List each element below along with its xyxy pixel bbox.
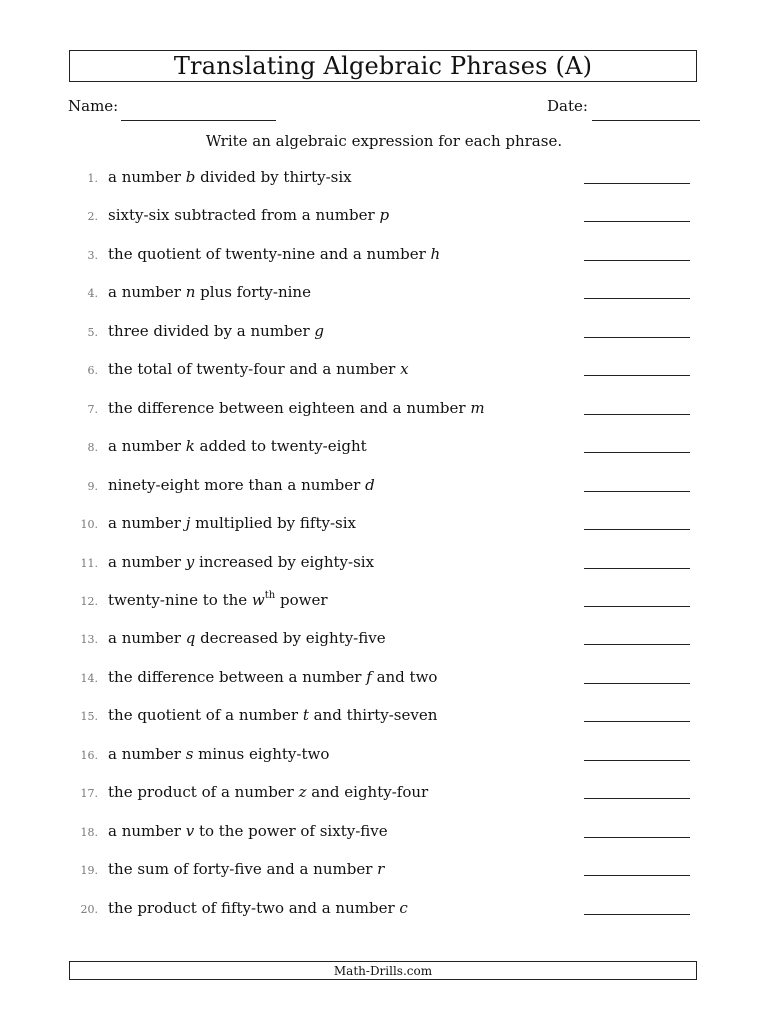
phrase-text: twenty-nine to the	[108, 590, 252, 609]
phrase-text: a number	[108, 821, 186, 840]
phrase-text: a number	[108, 168, 186, 186]
problem-number: 17.	[80, 787, 98, 801]
problem-item	[0, 783, 768, 807]
phrase-text: plus forty-nine	[195, 283, 311, 302]
phrase-text: a number	[108, 514, 186, 533]
problem-phrase	[108, 206, 389, 224]
problem-number: 1.	[87, 172, 98, 185]
answer-field[interactable]	[584, 644, 690, 645]
phrase-text: to the power of sixty-five	[194, 821, 388, 840]
problem-item	[0, 899, 768, 923]
problem-item	[0, 360, 768, 384]
problem-item	[0, 553, 768, 577]
problem-phrase	[108, 783, 428, 801]
phrase-text: a number	[108, 552, 186, 571]
problem-item	[0, 206, 768, 230]
superscript: th	[264, 589, 276, 601]
variable: z	[298, 783, 307, 802]
phrase-text: ninety-eight more than a number	[108, 475, 366, 494]
problem-item	[0, 629, 768, 653]
problem-phrase	[108, 168, 352, 186]
phrase-text: a number	[108, 744, 186, 763]
problem-phrase	[108, 553, 374, 571]
problem-number: 16.	[80, 748, 98, 762]
answer-field[interactable]	[584, 568, 690, 569]
date-label: Date:	[547, 97, 588, 115]
answer-field[interactable]	[584, 721, 690, 722]
problem-number: 10.	[80, 518, 98, 532]
variable: n	[185, 283, 196, 302]
phrase-text: the difference between eighteen and a number	[108, 398, 471, 417]
answer-field[interactable]	[584, 875, 690, 876]
problem-item	[0, 399, 768, 423]
answer-field[interactable]	[584, 221, 690, 222]
answer-field[interactable]	[584, 837, 690, 838]
answer-field[interactable]	[584, 914, 690, 915]
problem-number: 5.	[87, 325, 98, 339]
problem-item	[0, 476, 768, 500]
problem-item	[0, 591, 768, 615]
problem-item	[0, 514, 768, 538]
problem-phrase	[108, 629, 386, 647]
answer-field[interactable]	[584, 606, 690, 607]
phrase-text: decreased by eighty-five	[195, 629, 386, 648]
problem-phrase	[108, 745, 329, 763]
phrase-text: a number	[108, 283, 186, 302]
problem-number: 20.	[80, 902, 98, 916]
problem-item	[0, 283, 768, 307]
problem-item	[0, 706, 768, 730]
problem-item	[0, 168, 768, 192]
problem-number: 15.	[80, 710, 98, 724]
phrase-text: multiplied by fifty-six	[190, 514, 356, 533]
variable: h	[430, 244, 441, 263]
variable: q	[185, 629, 196, 648]
problem-phrase	[108, 360, 409, 378]
problem-item	[0, 322, 768, 346]
problem-number: 19.	[80, 864, 98, 878]
problem-item	[0, 822, 768, 846]
phrase-text: the sum of forty-five and a number	[108, 860, 378, 879]
variable: x	[400, 360, 409, 379]
phrase-text: and eighty-four	[306, 783, 429, 802]
footer-credit: Math-Drills.com	[69, 961, 697, 980]
problem-phrase	[108, 245, 440, 263]
answer-field[interactable]	[584, 529, 690, 530]
problem-number: 7.	[87, 402, 98, 416]
answer-field[interactable]	[584, 183, 690, 184]
problem-item	[0, 860, 768, 884]
answer-field[interactable]	[584, 298, 690, 299]
phrase-text: the quotient of a number	[108, 706, 303, 725]
variable: g	[314, 321, 325, 340]
problem-item	[0, 745, 768, 769]
answer-field[interactable]	[584, 798, 690, 799]
problem-phrase	[108, 706, 437, 724]
variable: v	[185, 821, 195, 840]
variable: t	[302, 706, 309, 725]
phrase-text: a number	[108, 437, 186, 456]
variable: s	[185, 744, 194, 763]
problem-item	[0, 668, 768, 692]
phrase-text: power	[275, 590, 328, 609]
answer-field[interactable]	[584, 260, 690, 261]
variable: j	[185, 514, 191, 533]
problem-number: 9.	[87, 479, 98, 493]
problem-phrase	[108, 283, 311, 301]
problem-number: 12.	[80, 594, 98, 608]
problem-number: 14.	[80, 671, 98, 685]
problem-number: 6.	[87, 364, 98, 378]
phrase-text: the quotient of twenty-nine and a number	[108, 244, 431, 263]
phrase-text: the product of a number	[108, 783, 299, 802]
variable: k	[185, 437, 195, 456]
problem-number: 13.	[80, 633, 98, 647]
variable: p	[379, 206, 390, 225]
problem-phrase	[108, 476, 375, 494]
problem-phrase	[108, 399, 485, 417]
variable: y	[185, 552, 195, 571]
problem-phrase	[108, 899, 408, 917]
problem-phrase	[108, 437, 367, 455]
problem-item	[0, 437, 768, 461]
problem-number: 8.	[87, 441, 98, 455]
variable: d	[365, 475, 375, 494]
phrase-text: the total of twenty-four and a number	[108, 360, 401, 379]
problem-phrase	[108, 322, 324, 340]
phrase-text: added to twenty-eight	[194, 437, 367, 456]
phrase-text: and two	[371, 667, 438, 686]
variable: m	[470, 398, 485, 417]
problem-phrase	[108, 591, 328, 609]
worksheet-title: Translating Algebraic Phrases (A)	[69, 50, 697, 82]
phrase-text: minus eighty-two	[193, 744, 330, 763]
problem-phrase	[108, 860, 384, 878]
problem-phrase	[108, 514, 356, 532]
phrase-text: divided by thirty-six	[195, 168, 352, 186]
answer-field[interactable]	[584, 452, 690, 453]
problem-number: 18.	[80, 825, 98, 839]
answer-field[interactable]	[584, 414, 690, 415]
problem-phrase	[108, 668, 437, 686]
problem-item	[0, 245, 768, 269]
variable: w	[251, 590, 265, 609]
phrase-text: the difference between a number	[108, 667, 367, 686]
variable: f	[366, 667, 372, 686]
problem-number: 2.	[87, 210, 98, 224]
phrase-text: three divided by a number	[108, 321, 315, 340]
problem-number: 11.	[80, 556, 98, 570]
name-label: Name:	[68, 97, 119, 115]
problem-number: 3.	[87, 248, 98, 262]
instructions: Write an algebraic expression for each phrase.	[205, 132, 563, 150]
phrase-text: a number	[108, 629, 186, 648]
answer-field[interactable]	[584, 375, 690, 376]
variable: c	[399, 898, 408, 917]
answer-field[interactable]	[584, 337, 690, 338]
variable: r	[377, 860, 385, 879]
phrase-text: the product of fifty-two and a number	[108, 898, 400, 917]
answer-field[interactable]	[584, 491, 690, 492]
phrase-text: and thirty-seven	[308, 706, 438, 725]
problem-phrase	[108, 822, 388, 840]
phrase-text: sixty-six subtracted from a number	[108, 206, 380, 225]
problem-number: 4.	[87, 287, 98, 301]
answer-field[interactable]	[584, 683, 690, 684]
variable: b	[185, 168, 196, 186]
answer-field[interactable]	[584, 760, 690, 761]
phrase-text: increased by eighty-six	[194, 552, 375, 571]
